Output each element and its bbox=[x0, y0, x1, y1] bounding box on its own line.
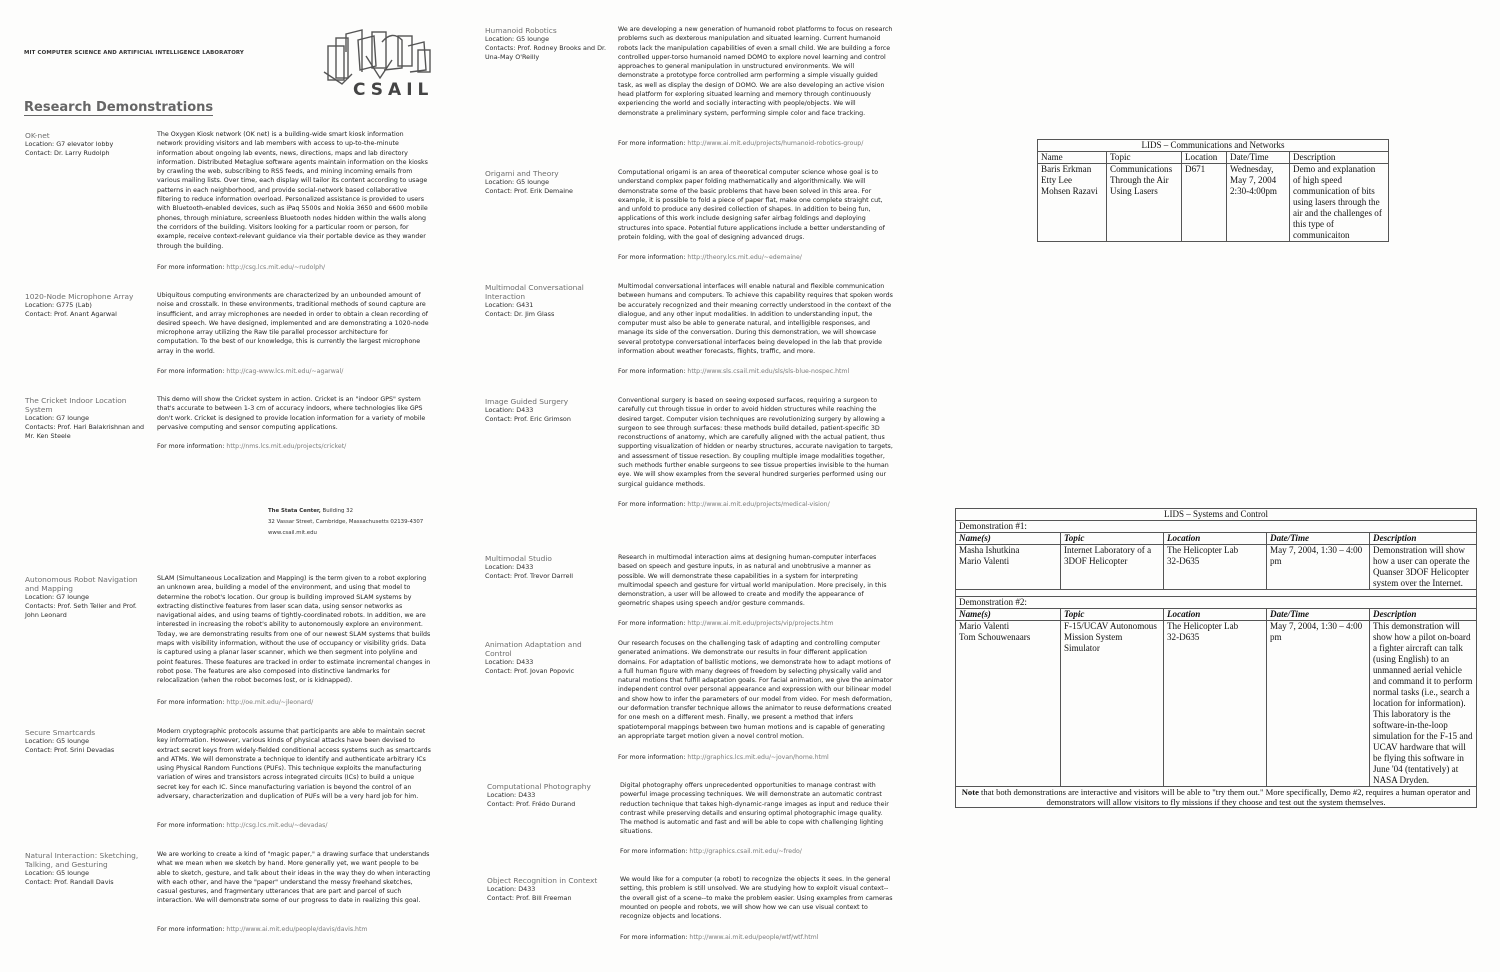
column-header: Topic bbox=[1107, 152, 1182, 164]
more-label: For more information: bbox=[618, 368, 686, 375]
more-link[interactable]: http://oe.mit.edu/~jleonard/ bbox=[226, 699, 314, 706]
demo-contact: Contact: Prof. Erik Demaine bbox=[485, 187, 573, 195]
demo-description: We are developing a new generation of humanoid robot platforms to focus on research problems such as dexterous manipulation and situated learning. Current humanoid robots lack the manipulation capabilities of even a small child. We are building a force controlled upper-torso humanoid named DOMO to explore novel learning and control approaches to general manipulation in unstructured environments. We will demonstrate a prototype force controlled arm performing a simple visually guided task, as well as display the design of DOMO. We are also developing an active vision head platform for exploring situated learning and memory through continuously experiencing the world and socially interacting with people/objects. We will demonstrate a preliminary system, performing simple color and face tracking. bbox=[618, 26, 893, 117]
demo-description: Digital photography offers unprecedented opportunities to manage contrast with powerful image processing techniques. We will demonstrate an automatic contrast reduction technique that takes high-dynamic-range images as input and reduce their contrast while preserving details and ensuring optimal photographic image quality. The method is automatic and fast and will be able to cope with challenging lighting situations. bbox=[620, 782, 889, 836]
location-line: The Helicopter Lab bbox=[1167, 621, 1239, 631]
more-label: For more information: bbox=[618, 140, 686, 147]
demo-contact: Contact: Prof. Jovan Popovic bbox=[485, 667, 575, 675]
person-name: Mohsen Razavi bbox=[1041, 186, 1098, 196]
demo-title: Image Guided Surgery bbox=[485, 397, 569, 406]
more-info bbox=[157, 699, 313, 706]
location-line: 32-D635 bbox=[1167, 632, 1200, 642]
column-header: Description bbox=[1290, 152, 1389, 164]
column-header: Description bbox=[1370, 609, 1477, 621]
more-info bbox=[618, 754, 829, 761]
datetime-line: May 7, 2004 bbox=[1230, 175, 1277, 185]
person-name: Etty Lee bbox=[1041, 175, 1073, 185]
demo-description: Conventional surgery is based on seeing exposed surfaces, requiring a surgeon to carefully cut through tissue in order to avoid hidden structures while reaching the desired target. Computer vision techniques are revolutionizing surgery by allowing a surgeon to see through surfaces: these methods build detailed, patient-specific 3D reconstructions of anatomy, which are carefully aligned with the actual patient, thus supporting visualization of hidden or nearby structures, accurate navigation to targets, and assessment of tissue resection. By coupling multiple image modalities together, such methods further enable surgeons to see tissue properties invisible to the human eye. We will show examples from the several hundred surgeries performed using our surgical guidance methods. bbox=[618, 397, 893, 488]
demo-title: Animation Adaptation and Control bbox=[485, 640, 582, 658]
stata-name: The Stata Center, bbox=[268, 508, 321, 514]
table-row bbox=[1038, 164, 1389, 242]
table-caption: LIDS – Communications and Networks bbox=[1038, 140, 1389, 152]
topic-line: Through the Air bbox=[1110, 175, 1169, 185]
lids-systems-table bbox=[955, 508, 1477, 808]
logo-text: CSAIL bbox=[353, 80, 434, 100]
demo-info bbox=[485, 397, 610, 424]
demo-title: Humanoid Robotics bbox=[485, 26, 557, 35]
location-cell: D671 bbox=[1182, 164, 1227, 242]
demo-description: The Oxygen Kiosk network (OK net) is a building-wide smart kiosk information network providing visitors and lab members with access to up-to-the-minute information about ongoing lab events, news, directions, maps and lab directory information. Distributed Metaglue software agents maintain information on the kiosks by crawling the web, subscribing to RSS feeds, and mining incoming emails from various mailing lists. Over time, each display will tailor its content according to usage patterns in each neighborhood, and provide social-network based collaborative filtering to reduce information overload. Personalized assistance is provided to users with Bluetooth-enabled devices, such as iPaq 5500s and Nokia 3650 and 6600 mobile phones, through miniature, screenless Bluetooth nodes hidden within the walls along the corridors of the building. Visitors looking for a particular room or person, for example, receive context-relevant guidance via their portable device as they wander through the building. bbox=[157, 131, 428, 250]
demo-title: Object Recognition in Context bbox=[487, 876, 598, 885]
table-header-row bbox=[956, 609, 1477, 621]
demo-title: Autonomous Robot Navigation and Mapping bbox=[25, 575, 138, 593]
demo-title: Origami and Theory bbox=[485, 169, 559, 178]
table-header-row bbox=[956, 533, 1477, 545]
demo-contact: Contact: Prof. Randall Davis bbox=[25, 878, 114, 886]
topic-line: Communications bbox=[1110, 164, 1173, 174]
more-info bbox=[157, 443, 346, 450]
more-info bbox=[620, 848, 802, 855]
demo-location: Location: D433 bbox=[485, 658, 534, 666]
demo-description: Computational origami is an area of theoretical computer science whose goal is to understand complex paper folding mathematically and algorithmically. We will demonstrate some of the basic problems that have been solved in this area. For example, it is possible to fold a piece of paper flat, make one complete straight cut, and unfold to produce any desired collection of shapes. In addition to being fun, applications of this work include designing safer airbag foldings and deploying structures into space. Potential future applications include a better understanding of protein folding, with the goal of designing advanced drugs. bbox=[618, 169, 885, 242]
demo-contact: Contacts: Prof. Rodney Brooks and Dr. Una-May O'Reilly bbox=[485, 44, 607, 61]
note-label: Note bbox=[961, 787, 979, 797]
demo-title: OK-net bbox=[25, 131, 50, 140]
demo-description: This demo will show the Cricket system in action. Cricket is an "indoor GPS" system that's accurate to between 1-3 cm of accuracy indoors, where technologies like GPS don't work. Cricket is designed to provide location information for a variety of mobile pervasive computing and sensor computing applications. bbox=[157, 396, 426, 431]
demo-title: Multimodal Studio bbox=[485, 554, 552, 563]
more-label: For more information: bbox=[157, 264, 225, 271]
column-header: Location bbox=[1164, 533, 1267, 545]
more-label: For more information: bbox=[157, 368, 225, 375]
demo-title: Natural Interaction: Sketching, Talking, and Gesturing bbox=[25, 851, 139, 869]
demo-title: 1020-Node Microphone Array bbox=[25, 292, 134, 301]
column-header: Location bbox=[1182, 152, 1227, 164]
topic-cell bbox=[1107, 164, 1182, 242]
demo-location: Location: G7 lounge bbox=[25, 414, 90, 422]
column-header: Date/Time bbox=[1267, 533, 1370, 545]
datetime-cell: May 7, 2004, 1:30 – 4:00 pm bbox=[1267, 621, 1370, 787]
more-info bbox=[157, 926, 367, 933]
stata-street: 32 Vassar Street, Cambridge, Massachusetts 02139-4307 bbox=[268, 519, 424, 525]
person-name: Baris Erkman bbox=[1041, 164, 1092, 174]
more-label: For more information: bbox=[620, 848, 688, 855]
demo-contact: Contacts: Prof. Hari Balakrishnan and Mr. Ken Steele bbox=[25, 423, 145, 440]
table-row bbox=[956, 545, 1477, 590]
demo-description: We are working to create a kind of "magic paper," a drawing surface that understands what we mean when we sketch by hand. More generally yet, we want people to be able to sketch, gesture, and talk about their ideas in the way they do when interacting with each other, and have the "paper" understand the messy freehand sketches, casual gestures, and fragmentary utterances that are part and parcel of such interaction. We will demonstrate some of our progress to date in realizing this goal. bbox=[157, 851, 431, 905]
person-name: Mario Valenti bbox=[959, 556, 1010, 566]
person-name: Masha Ishutkina bbox=[959, 545, 1020, 555]
demo-info bbox=[485, 283, 610, 319]
more-info bbox=[618, 620, 834, 627]
location-cell bbox=[1164, 545, 1267, 590]
demo-title: Computational Photography bbox=[487, 782, 591, 791]
demo-info bbox=[485, 554, 610, 581]
column-header: Name bbox=[1038, 152, 1107, 164]
more-link[interactable]: http://graphics.csail.mit.edu/~fredo/ bbox=[689, 848, 802, 855]
demo-info bbox=[485, 169, 610, 196]
demo-info bbox=[25, 292, 150, 319]
more-label: For more information: bbox=[618, 254, 686, 261]
topic-cell: F-15/UCAV Autonomous Mission System Simulator bbox=[1061, 621, 1164, 787]
column-header: Topic bbox=[1061, 609, 1164, 621]
demo-title: The Cricket Indoor Location System bbox=[25, 396, 127, 414]
demo-location: Location: G775 (Lab) bbox=[25, 301, 92, 309]
demo-contact: Contact: Prof. Srini Devadas bbox=[25, 746, 115, 754]
more-label: For more information: bbox=[157, 443, 225, 450]
demo-location: Location: G431 bbox=[485, 301, 534, 309]
person-name: Mario Valenti bbox=[959, 621, 1010, 631]
datetime-line: 2:30-4:00pm bbox=[1230, 186, 1277, 196]
demo-location: Location: D433 bbox=[487, 885, 536, 893]
column-header: Date/Time bbox=[1267, 609, 1370, 621]
demo-contact: Contact: Prof. Anant Agarwal bbox=[25, 310, 117, 318]
demo-description: Our research focuses on the challenging task of adapting and controlling computer generated animations. We demonstrate our results in four different application domains. For adaptation of ballistic motions, we demonstrate how to adapt motions of a full human figure with many degrees of freedom by selecting physically valid and natural motions that fulfill adaptation goals. For facial animation, we give the animator independent control over personal appearance and expression with our bilinear model and show how to infer the parameters of our model from video. For mesh deformation, our deformation transfer technique allows the animator to reuse deformations created for one mesh on a different mesh. Finally, we present a method that infers spatiotemporal mappings between two human motions and is capable of generating an appropriate target motion given a novel control motion. bbox=[618, 640, 893, 740]
more-label: For more information: bbox=[157, 699, 225, 706]
location-line: 32-D635 bbox=[1167, 556, 1200, 566]
more-info bbox=[620, 934, 818, 941]
demo-contact: Contacts: Prof. Seth Teller and Prof. John Leonard bbox=[25, 602, 137, 619]
names-cell bbox=[1038, 164, 1107, 242]
demo-contact: Contact: Prof. Eric Grimson bbox=[485, 415, 571, 423]
demo-location: Location: G5 lounge bbox=[25, 737, 90, 745]
spacer-row bbox=[956, 590, 1477, 597]
more-info bbox=[618, 368, 849, 375]
demo-contact: Contact: Dr. Larry Rudolph bbox=[25, 149, 110, 157]
demo-label: Demonstration #2: bbox=[956, 597, 1477, 609]
column-header: Name(s) bbox=[956, 533, 1061, 545]
more-link[interactable]: http://csg.lcs.mit.edu/~devadas/ bbox=[226, 822, 328, 829]
more-label: For more information: bbox=[618, 754, 686, 761]
more-info bbox=[618, 501, 830, 508]
more-link[interactable]: http://www.ai.mit.edu/people/davis/davis.htm bbox=[226, 926, 368, 933]
demo-description: Ubiquitous computing environments are characterized by an unbounded amount of noise and crosstalk. In these environments, traditional methods of sound capture are insufficient, and array microphones are needed in order to obtain a clean recording of desired speech. We have designed, implemented and are demonstrating a 1020-node microphone array utilizing the Raw tile parallel processor architecture for computation. To the best of our knowledge, this is currently the largest microphone array in the world. bbox=[157, 292, 429, 355]
note-cell bbox=[956, 787, 1477, 808]
more-info bbox=[618, 140, 863, 147]
description-cell: This demonstration will show how a pilot on-board a fighter aircraft can talk (using English) to an unmanned aerial vehicle and command it to perform normal tasks (i.e., search a location for information). This laboratory is the software-in-the-loop simulation for the F-15 and UCAV hardware that will be flying this software in June '04 (tentatively) at NASA Dryden. bbox=[1370, 621, 1477, 787]
demo-info bbox=[25, 396, 150, 441]
demo-location: Location: D433 bbox=[485, 563, 534, 571]
more-link[interactable]: http://www.ai.mit.edu/projects/humanoid-robotics-group/ bbox=[687, 140, 864, 147]
demo-description: We would like for a computer (a robot) to recognize the objects it sees. In the general setting, this problem is still unsolved. We are studying how to exploit visual context--the overall gist of a scene--to make the problem easier. Using examples from cameras mounted on people and robots, we will show how we can use visual context to recognize objects and locations. bbox=[620, 876, 893, 921]
demo-info bbox=[487, 876, 612, 903]
more-link[interactable]: http://csg.lcs.mit.edu/~rudolph/ bbox=[226, 264, 326, 271]
location-cell bbox=[1164, 621, 1267, 787]
more-link[interactable]: http://nms.lcs.mit.edu/projects/cricket/ bbox=[226, 443, 347, 450]
datetime-cell bbox=[1227, 164, 1290, 242]
column-header: Topic bbox=[1061, 533, 1164, 545]
datetime-cell: May 7, 2004, 1:30 – 4:00 pm bbox=[1267, 545, 1370, 590]
demo-contact: Contact: Prof. Trevor Darrell bbox=[485, 572, 574, 580]
more-info bbox=[618, 254, 802, 261]
more-link[interactable]: http://www.ai.mit.edu/projects/medical-vision/ bbox=[687, 501, 830, 508]
more-info bbox=[157, 822, 327, 829]
more-label: For more information: bbox=[157, 822, 225, 829]
more-label: For more information: bbox=[620, 934, 688, 941]
demo-info bbox=[25, 131, 147, 158]
demo-contact: Contact: Dr. Jim Glass bbox=[485, 310, 555, 318]
demo-description: Modern cryptographic protocols assume that participants are able to maintain secret key information. However, various kinds of physical attacks have been devised to extract secret keys from widely-fielded conditional access systems such as smartcards and ATMs. We will demonstrate a technique to identify and authenticate arbitrary ICs using Physical Random Functions (PUFs). This technique exploits the manufacturing variation of wires and transistors across integrated circuits (ICs) to build a unique secret key for each IC. Since manufacturing variation is beyond the control of an adversary, characterization and duplication of PUFs will be a very hard job for him. bbox=[157, 728, 431, 801]
more-link[interactable]: http://cag-www.lcs.mit.edu/~agarwal/ bbox=[226, 368, 344, 375]
org-name: MIT COMPUTER SCIENCE AND ARTIFICIAL INTELLIGENCE LABORATORY bbox=[24, 50, 244, 56]
demo-label: Demonstration #1: bbox=[956, 521, 1477, 533]
demo-info bbox=[485, 26, 610, 62]
table-row bbox=[956, 621, 1477, 787]
demo-description: Research in multimodal interaction aims at designing human-computer interfaces based on speech and gesture inputs, in as natural and unobtrusive a manner as possible. We will demonstrate these capabilities in a system for interpreting multimodal speech and gesture for virtual world manipulation. More precisely, in this demonstration, a user will be allowed to create and modify the appearance of geometric shapes using speech and/or gesture commands. bbox=[618, 554, 887, 608]
more-link[interactable]: http://www.ai.mit.edu/people/wtf/wtf.html bbox=[689, 934, 819, 941]
more-label: For more information: bbox=[618, 501, 686, 508]
stata-center-address bbox=[268, 506, 423, 539]
note-text: that both demonstrations are interactive and visitors will be able to "try them out." More specifically, Demo #2, requires a human operator and demonstrators will allow visitors to fly missions if they choose and test out the system themselves. bbox=[978, 787, 1471, 807]
person-name: Tom Schouwenaars bbox=[959, 632, 1031, 642]
demo-description: Multimodal conversational interfaces will enable natural and flexible communication between humans and computers. To achieve this capability requires that spoken words be accurately recognized and their meaning correctly understood in the context of the dialogue, and any other input modalities. In addition to understanding input, the computer must also be able to generate natural, and intelligible responses, and manage its side of the conversation. During this demonstration, we will showcase several prototype conversational interfaces being developed in the lab that provide information about weather forecasts, flights, traffic, and more. bbox=[618, 283, 893, 356]
more-info bbox=[157, 368, 343, 375]
demo-info bbox=[25, 728, 150, 755]
column-header: Location bbox=[1164, 609, 1267, 621]
demo-title: Multimodal Conversational Interaction bbox=[485, 283, 584, 301]
demo-title: Secure Smartcards bbox=[25, 728, 96, 737]
more-link[interactable]: http://graphics.lcs.mit.edu/~jovan/home.html bbox=[687, 754, 829, 761]
demo-location: Location: D433 bbox=[485, 406, 534, 414]
demo-info bbox=[487, 782, 612, 809]
demo-description: SLAM (Simultaneous Localization and Mapping) is the term given to a robot exploring an unknown area, building a model of the environment, and using that model to determine the robot's location. Our group is building improved SLAM systems by extracting distinctive features from laser scan data, using sensor networks as navigational aides, and using teams of tightly-coordinated robots. In addition, we are interested in increasing the robot's ability to autonomously explore an environment. Today, we are demonstrating results from one of our newest SLAM systems that builds maps with visibility information, without the use of occupancy or visibility grids. Data is captured using a planar laser scanner, which we then segment into polyline and point features. These features are tracked in order to estimate incremental changes in robot pose. The features are also composed into distinctive landmarks for relocalization (when the robot becomes lost, or is kidnapped). bbox=[157, 575, 431, 685]
names-cell bbox=[956, 545, 1061, 590]
more-label: For more information: bbox=[618, 620, 686, 627]
stata-building: Building 32 bbox=[320, 508, 353, 514]
demo-location: Location: G7 lounge bbox=[25, 593, 90, 601]
table-header-row bbox=[1038, 152, 1389, 164]
more-info bbox=[157, 264, 325, 271]
names-cell bbox=[956, 621, 1061, 787]
column-header: Description bbox=[1370, 533, 1477, 545]
more-link[interactable]: http://www.ai.mit.edu/projects/vip/projects.htm bbox=[687, 620, 834, 627]
demo-location: Location: G5 lounge bbox=[25, 869, 90, 877]
page-title: Research Demonstrations bbox=[24, 100, 214, 115]
more-link[interactable]: http://www.sls.csail.mit.edu/sls/sls-blue-nospec.html bbox=[687, 368, 850, 375]
column-header: Name(s) bbox=[956, 609, 1061, 621]
demo-location: Location: G5 lounge bbox=[485, 178, 550, 186]
location-line: The Helicopter Lab bbox=[1167, 545, 1239, 555]
demo-info bbox=[25, 575, 150, 620]
table-caption: LIDS – Systems and Control bbox=[956, 509, 1477, 521]
column-header: Date/Time bbox=[1227, 152, 1290, 164]
demo-contact: Contact: Prof. Bill Freeman bbox=[487, 894, 572, 902]
datetime-line: Wednesday, bbox=[1230, 164, 1274, 174]
demo-contact: Contact: Prof. Frédo Durand bbox=[487, 800, 576, 808]
stata-web: www.csail.mit.edu bbox=[268, 530, 317, 536]
lids-comm-table bbox=[1037, 139, 1389, 242]
demo-info bbox=[485, 640, 610, 676]
topic-cell: Internet Laboratory of a 3DOF Helicopter bbox=[1061, 545, 1164, 590]
topic-line: Using Lasers bbox=[1110, 186, 1158, 196]
demo-location: Location: G5 lounge bbox=[485, 35, 550, 43]
more-link[interactable]: http://theory.lcs.mit.edu/~edemaine/ bbox=[687, 254, 802, 261]
demo-location: Location: G7 elevator lobby bbox=[25, 140, 114, 148]
description-cell: Demo and explanation of high speed communication of bits using lasers through the air and the challenges of this type of communicaiton bbox=[1290, 164, 1389, 242]
demo-location: Location: D433 bbox=[487, 791, 536, 799]
demo-info bbox=[25, 851, 150, 887]
description-cell: Demonstration will show how a user can operate the Quanser 3DOF Helicopter system over the Internet. bbox=[1370, 545, 1477, 590]
more-label: For more information: bbox=[157, 926, 225, 933]
